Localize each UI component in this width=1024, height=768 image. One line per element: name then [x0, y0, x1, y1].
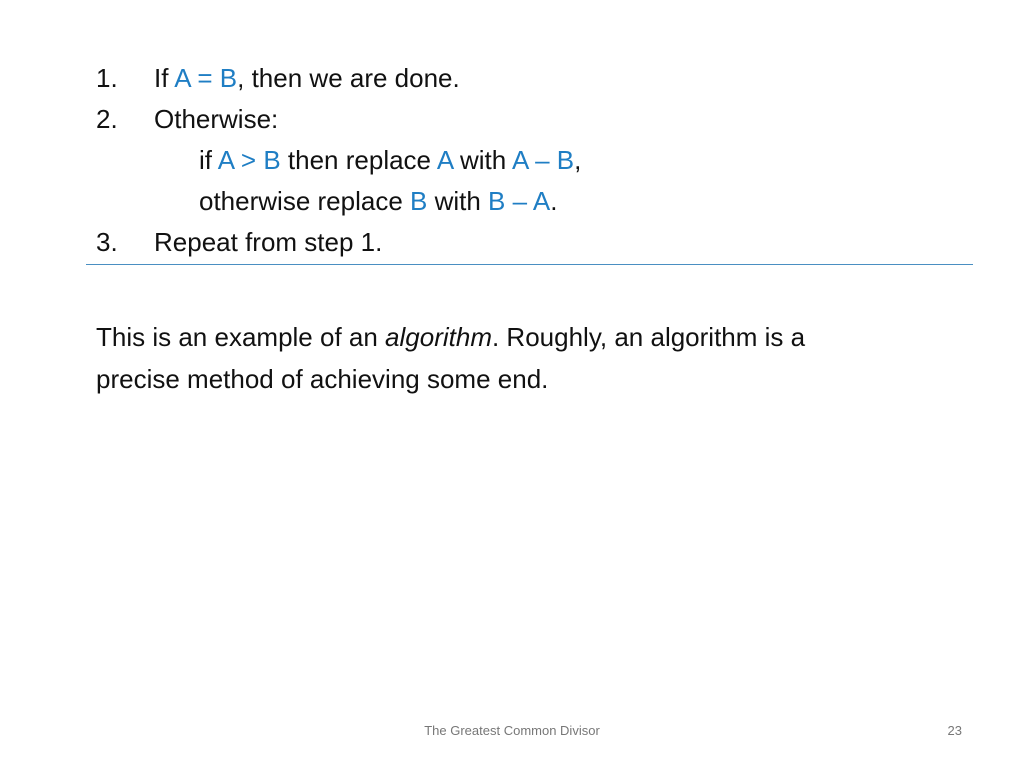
emphasized-term: algorithm	[385, 322, 492, 352]
text-fragment: otherwise replace	[199, 186, 410, 216]
text-fragment: ,	[574, 145, 582, 175]
text-fragment: with	[452, 145, 512, 175]
text-fragment: then replace	[280, 145, 437, 175]
description-paragraph	[96, 316, 976, 400]
text-fragment: , then we are done.	[237, 63, 460, 93]
math-expression: A = B	[174, 63, 238, 93]
text-fragment: . Roughly, an algorithm is a	[491, 322, 806, 352]
step-2-condition-a	[96, 140, 976, 181]
footer-title: The Greatest Common Divisor	[424, 723, 600, 738]
paragraph-line	[96, 316, 976, 358]
text-fragment: This is an example of an	[96, 322, 386, 352]
step-2	[96, 99, 976, 140]
step-text	[199, 181, 557, 222]
text-fragment: if	[199, 145, 218, 175]
step-number: 3.	[96, 227, 118, 257]
divider-line	[86, 264, 973, 265]
math-expression: B	[410, 186, 428, 216]
page-number: 23	[947, 723, 962, 738]
step-number: 2.	[96, 104, 118, 134]
step-text: Repeat from step 1.	[154, 227, 383, 257]
step-text: Otherwise:	[154, 104, 279, 134]
step-text	[199, 140, 581, 181]
text-fragment: If	[154, 63, 175, 93]
text-fragment: .	[550, 186, 558, 216]
text-fragment: with	[427, 186, 489, 216]
step-2-condition-b	[96, 181, 976, 222]
math-expression: A > B	[217, 145, 281, 175]
math-expression: A	[436, 145, 453, 175]
paragraph-line: precise method of achieving some end.	[96, 364, 549, 394]
step-text	[154, 58, 460, 99]
algorithm-steps	[96, 58, 976, 263]
step-3	[96, 222, 976, 263]
step-1	[96, 58, 976, 99]
math-expression: B – A	[488, 186, 551, 216]
step-number: 1.	[96, 63, 118, 93]
math-expression: A – B	[511, 145, 575, 175]
